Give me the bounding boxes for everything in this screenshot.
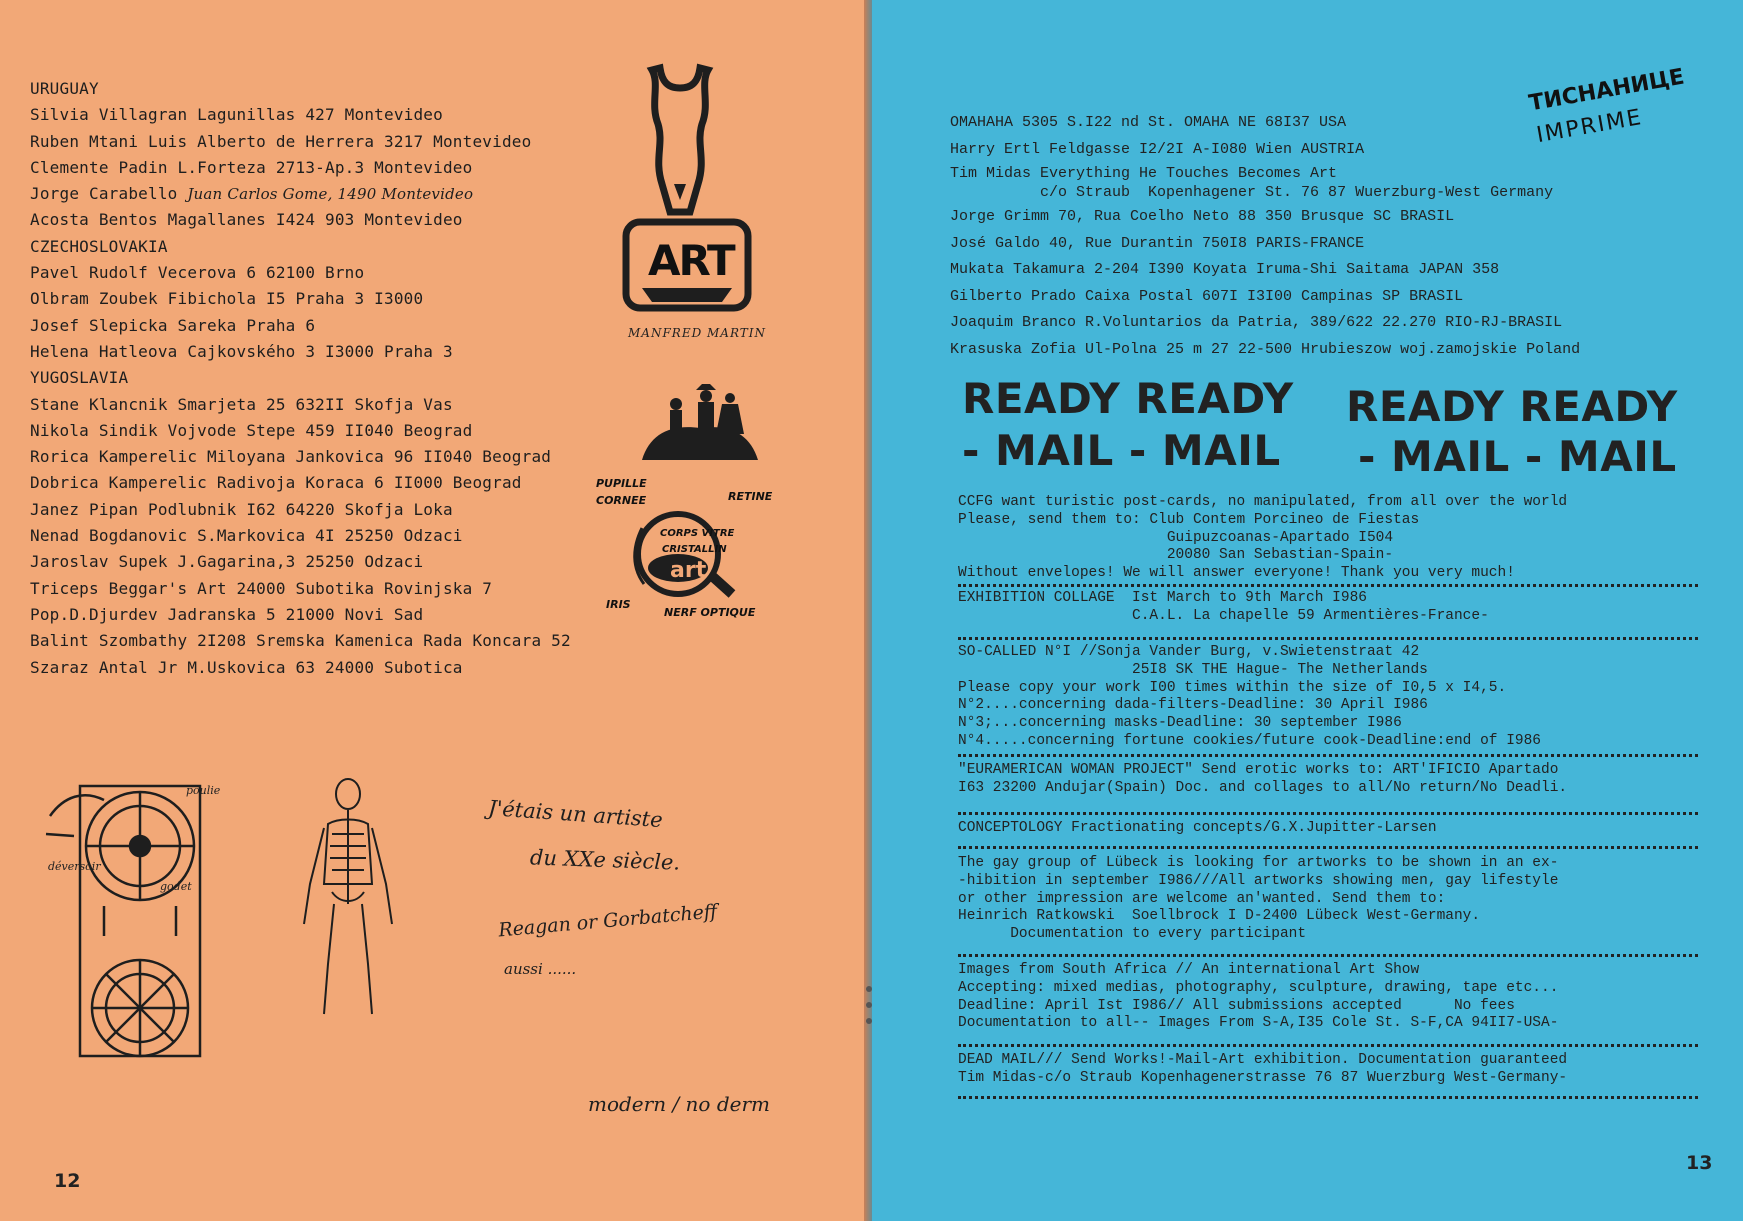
ready-mail-headline: - MAIL - MAIL (1358, 432, 1677, 481)
page-number-right: 13 (1686, 1152, 1713, 1174)
address-name: Jorge Carabello (30, 184, 178, 204)
notice-dead-mail: DEAD MAIL/// Send Works!-Mail-Art exhibition. Documentation guaranteed Tim Midas-c/o Straub Kopenhagenerstrasse 76 87 Wuerzburg West-Germany- (958, 1052, 1568, 1086)
torso-stamp-illustration (640, 64, 720, 214)
notice-postcards: CCFG want turistic post-cards, no manipulated, from all over the world Please, send them to: Club Contem Porcineo de Fiestas Guipuzcoanas-Apartado I504 20080 San Sebastian-Spain- Without envelopes! We will answer everyone! Thank you very much! (958, 494, 1568, 582)
handwritten-note-line: du XXe siècle. (529, 845, 681, 875)
eye-label-nerf: NERF OPTIQUE (664, 606, 756, 619)
wheel-label-poulie: poulie (186, 784, 221, 797)
eye-label-iris: IRIS (606, 598, 631, 611)
eye-label-cornee: CORNEE (596, 494, 647, 507)
address-line: Acosta Bentos Magallanes I424 903 Montevideo (30, 210, 463, 230)
address-line: Mukata Takamura 2-204 I390 Koyata Iruma-Shi Saitama JAPAN 358 (950, 261, 1500, 278)
country-heading: URUGUAY (30, 79, 99, 98)
address-line: Joaquim Branco R.Voluntarios da Patria, 389/622 22.270 RIO-RJ-BRASIL (950, 314, 1563, 331)
address-line: Dobrica Kamperelic Radivoja Koraca 6 II000 Beograd (30, 473, 522, 493)
wheel-label-godet: godet (160, 880, 192, 893)
figures-vignette-illustration (640, 374, 760, 464)
country-heading: CZECHOSLOVAKIA (30, 236, 168, 256)
dotted-divider (958, 637, 1698, 640)
art-stamp-credit: MANFRED MARTIN (628, 326, 767, 340)
eye-label-pupille: PUPILLE (596, 477, 647, 490)
address-line: Janez Pipan Podlubnik I62 64220 Skofja Loka (30, 499, 453, 519)
notice-exhibition-collage: EXHIBITION COLLAGE Ist March to 9th March I986 C.A.L. La chapelle 59 Armentières-France- (958, 590, 1489, 624)
ready-mail-headline: READY READY (1346, 382, 1678, 431)
notice-gay-group-lubeck: The gay group of Lübeck is looking for artworks to be shown in an ex- -hibition in september I986///All artworks showing men, gay lifestyle or other impression are welcome an'wanted. Send them to: Heinrich Ratkowski Soellbrock I D-2400 Lübeck West-Germany. Documentation to every participant (958, 855, 1559, 943)
address-line: Balint Szombathy 2I208 Sremska Kamenica Rada Koncara 52 (30, 631, 571, 651)
art-stamp-text: ART (648, 236, 734, 285)
eye-label-corps-vitre: CORPS VITRE (660, 528, 735, 539)
address-line: Szaraz Antal Jr M.Uskovica 63 24000 Subotica (30, 657, 463, 677)
address-line: Silvia Villagran Lagunillas 427 Montevideo (30, 105, 443, 125)
ready-mail-headline: READY READY (962, 374, 1294, 423)
handwritten-footer: modern / no derm (588, 1092, 770, 1116)
dotted-divider (958, 846, 1698, 849)
address-line: Stane Klancnik Smarjeta 25 632II Skofja Vas (30, 394, 453, 414)
address-line: Pop.D.Djurdev Jadranska 5 21000 Novi Sad (30, 604, 424, 624)
dotted-divider (958, 954, 1698, 957)
dotted-divider (958, 1044, 1698, 1047)
water-wheel-illustration (44, 776, 234, 1066)
address-line: Gilberto Prado Caixa Postal 607I I3I00 Campinas SP BRASIL (950, 287, 1464, 305)
country-heading: YUGOSLAVIA (30, 368, 129, 388)
address-line: Triceps Beggar's Art 24000 Subotika Rovinjska 7 (30, 578, 493, 598)
address-line: Pavel Rudolf Vecerova 6 62100 Brno (30, 263, 365, 283)
notice-images-south-africa: Images from South Africa // An international Art Show Accepting: mixed medias, photography, sculpture, drawing, tape etc... Deadline: April Ist I986// All submissions accepted No fees Documentation to all-- Images From S-A,I35 Cole St. S-F,CA 94II7-USA- (958, 962, 1559, 1032)
ready-mail-headline: - MAIL - MAIL (962, 426, 1281, 475)
eye-label-cristallin: CRISTALLIN (662, 544, 727, 555)
left-address-list (30, 76, 571, 681)
wheel-label-deversoir: déversoir (48, 860, 101, 873)
handwritten-address: Juan Carlos Gome, 1490 Montevideo (187, 185, 474, 204)
address-line: Jorge Grimm 70, Rua Coelho Neto 88 350 Brusque SC BRASIL (950, 208, 1455, 225)
dotted-divider (958, 754, 1698, 757)
eye-label-art: art (670, 558, 707, 583)
dotted-divider (958, 584, 1698, 587)
notice-conceptology: CONCEPTOLOGY Fractionating concepts/G.X.Jupitter-Larsen (958, 820, 1437, 836)
handwritten-note-line: J'étais un artiste (487, 795, 664, 833)
address-line: Harry Ertl Feldgasse I2/2I A-I080 Wien AUSTRIA (950, 140, 1365, 158)
address-line: José Galdo 40, Rue Durantin 750I8 PARIS-FRANCE (950, 234, 1365, 252)
address-line: Nikola Sindik Vojvode Stepe 459 II040 Beograd (30, 420, 473, 440)
address-line: Olbram Zoubek Fibichola I5 Praha 3 I3000 (30, 289, 424, 309)
handwritten-note-line: Reagan or Gorbatcheff (497, 900, 719, 942)
address-line: Josef Slepicka Sareka Praha 6 (30, 315, 316, 335)
notice-so-called: SO-CALLED N°I //Sonja Vander Burg, v.Swietenstraat 42 25I8 SK THE Hague- The Netherlands Please copy your work I00 times within the size of I0,5 x I4,5. N°2....concerning dada-filters-Deadline: 30 April I986 N°3;...concerning masks-Deadline: 30 september I986 N°4.....concerning fortune cookies/future cook-Deadline:end of I986 (958, 644, 1541, 749)
page-number-left: 12 (54, 1170, 81, 1192)
address-line: Rorica Kamperelic Miloyana Jankovica 96 II040 Beograd (30, 447, 552, 467)
eye-label-retine: RETINE (728, 490, 773, 503)
address-line: Tim Midas Everything He Touches Becomes Art (950, 165, 1338, 182)
address-line: Nenad Bogdanovic S.Markovica 4I 25250 Odzaci (30, 526, 463, 546)
dotted-divider (958, 1096, 1698, 1099)
address-line: Helena Hatleova Cajkovského 3 I3000 Praha 3 (30, 341, 453, 361)
address-line: Krasuska Zofia Ul-Polna 25 m 27 22-500 Hrubieszow woj.zamojskie Poland (950, 340, 1581, 358)
address-line: OMAHAHA 5305 S.I22 nd St. OMAHA NE 68I37 USA (950, 114, 1347, 131)
dotted-divider (958, 812, 1698, 815)
address-line: c/o Straub Kopenhagener St. 76 87 Wuerzburg-West Germany (950, 184, 1554, 201)
handwritten-note-line: aussi ...... (504, 960, 577, 978)
address-line (30, 181, 571, 207)
notice-euramerican-woman: "EURAMERICAN WOMAN PROJECT" Send erotic works to: ART'IFICIO Apartado I63 23200 Andujar(Spain) Doc. and collages to all/No return/No Deadli. (958, 762, 1568, 796)
imprime-stamp-latin: IMPRIME (1534, 104, 1645, 149)
address-line: Clemente Padin L.Forteza 2713-Ap.3 Montevideo (30, 157, 473, 177)
right-address-list (950, 110, 1580, 363)
imprime-stamp-cyrillic: ТИСНАНИЦЕ (1527, 64, 1687, 117)
address-line: Jaroslav Supek J.Gagarina,3 25250 Odzaci (30, 552, 424, 572)
skeleton-figure-illustration (288, 774, 408, 1024)
address-line: Ruben Mtani Luis Alberto de Herrera 3217 Montevideo (30, 131, 532, 151)
